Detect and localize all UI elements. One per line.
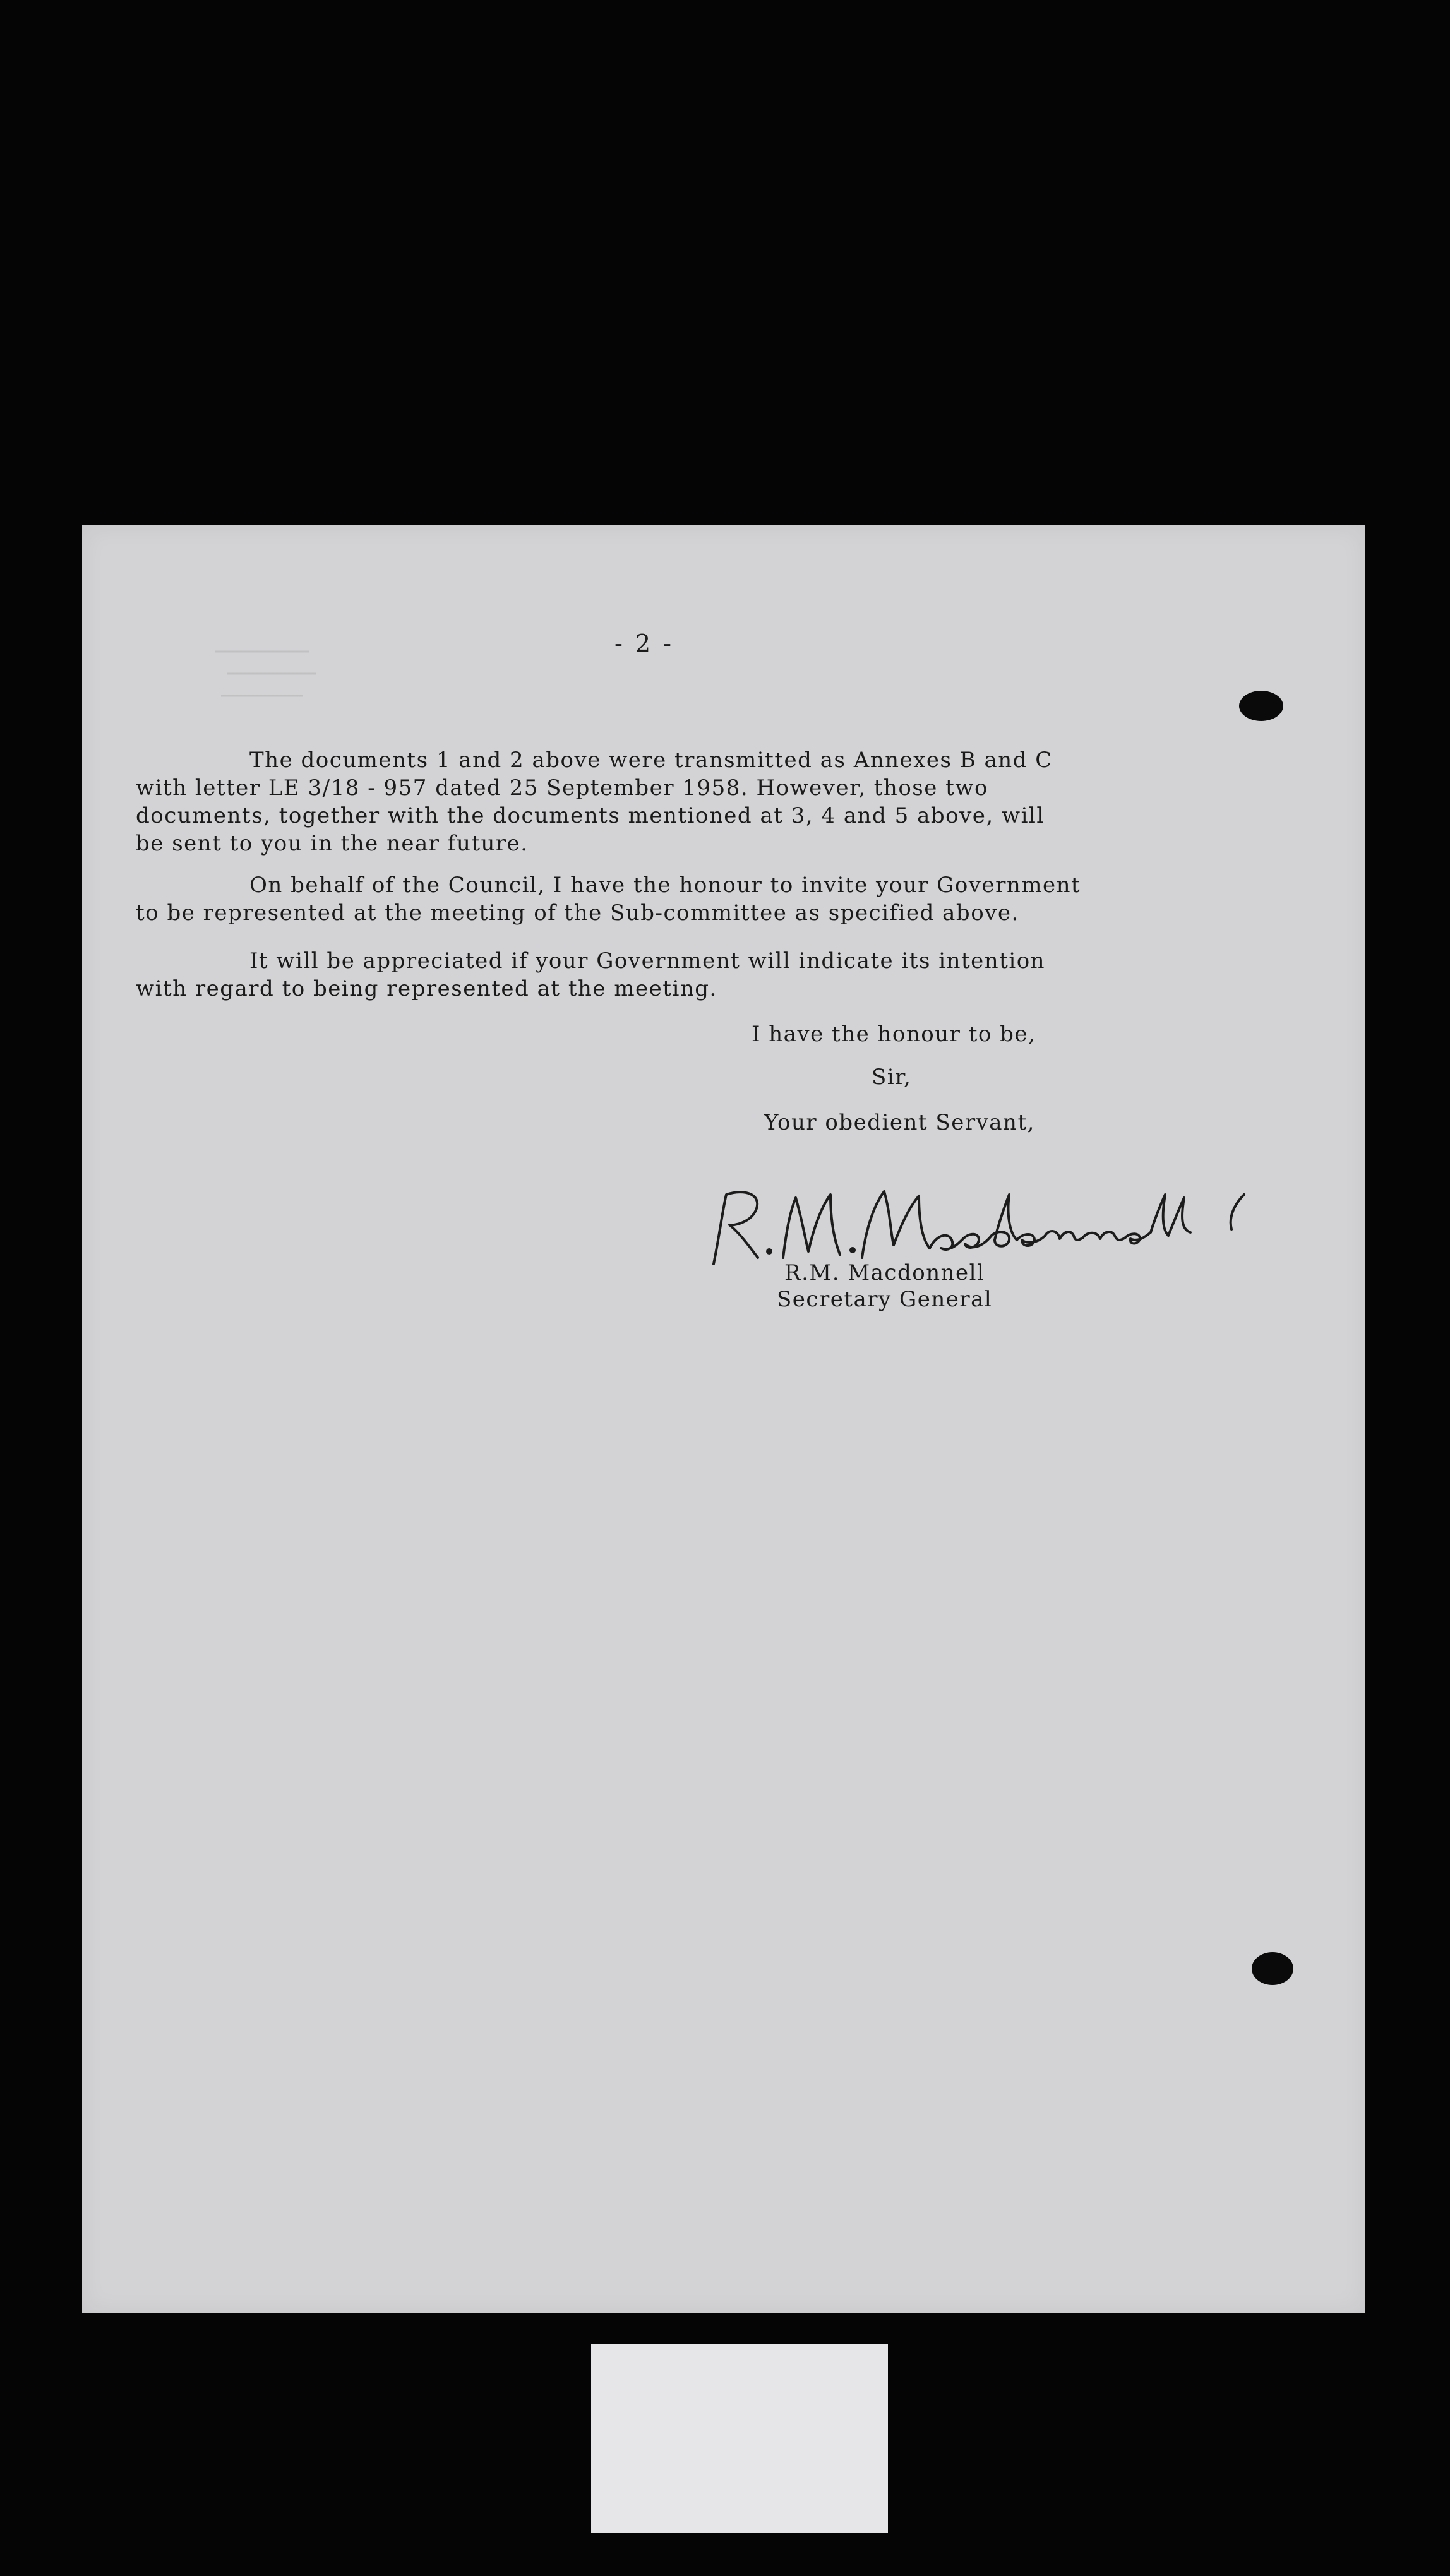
signatory-name: R.M. Macdonnell [784, 1260, 985, 1285]
page-number: - 2 - [614, 629, 674, 657]
closing-line: Your obedient Servant, [764, 1110, 1035, 1135]
paragraph-line: be sent to you in the near future. [136, 831, 529, 856]
closing-line: I have the honour to be, [752, 1022, 1036, 1047]
paragraph-documents [136, 746, 1247, 857]
paragraph-request [136, 947, 1247, 1003]
punch-hole [1239, 691, 1283, 721]
paragraph-line: The documents 1 and 2 above were transmitted as Annexes B and C [249, 748, 1053, 773]
paragraph-line: On behalf of the Council, I have the honour to invite your Government [249, 873, 1081, 898]
signatory-title: Secretary General [777, 1287, 993, 1312]
paragraph-line: to be represented at the meeting of the Sub-committee as specified above. [136, 900, 1019, 926]
salutation: Sir, [872, 1064, 912, 1090]
paragraph-line: with letter LE 3/18 - 957 dated 25 September 1958. However, those two [136, 775, 988, 801]
paragraph-line: with regard to being represented at the meeting. [136, 976, 717, 1001]
blank-label-card [591, 2344, 888, 2533]
document-page [82, 525, 1365, 2313]
paragraph-line: It will be appreciated if your Government will indicate its intention [249, 948, 1046, 974]
paragraph-invitation [136, 871, 1247, 927]
punch-hole [1252, 1952, 1293, 1985]
bleed-through-text [208, 639, 322, 715]
paragraph-line: documents, together with the documents mentioned at 3, 4 and 5 above, will [136, 803, 1045, 828]
